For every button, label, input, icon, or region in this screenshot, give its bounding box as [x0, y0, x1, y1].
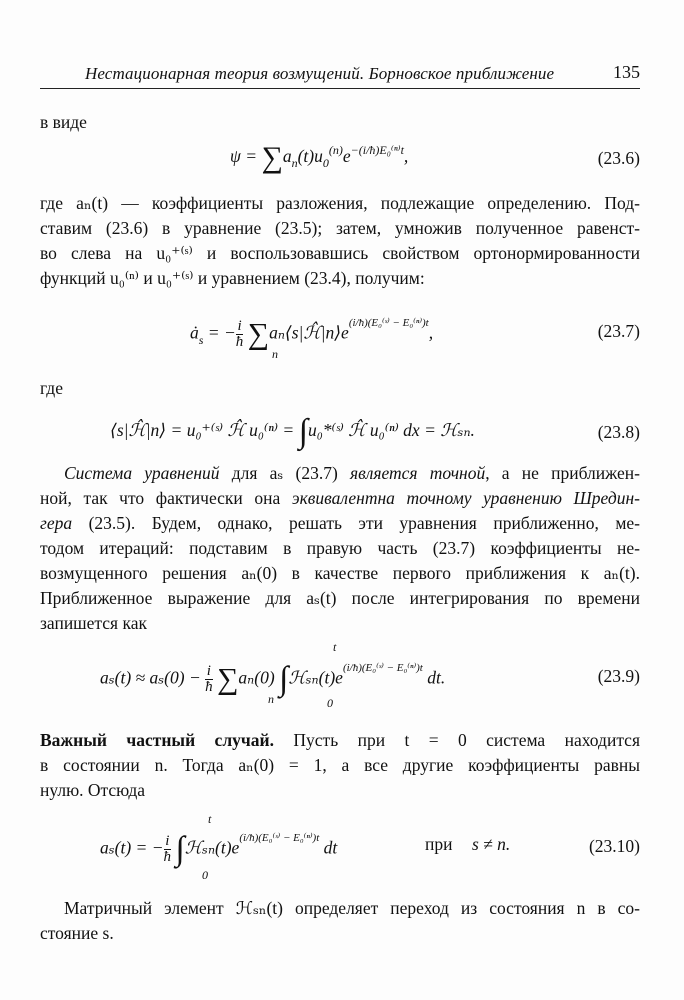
fraction: $\frac{i}{ħ}$ [235, 318, 244, 350]
paragraph-line [40, 463, 640, 484]
sum-sign: ∑ [217, 662, 239, 696]
integral-upper-limit: t [333, 640, 337, 654]
equation-23-9: aₛ(t) ≈ aₛ(0) − $\frac{i}{ħ}$ ∑aₙ(0) $\int ℋ_{sn}(t)e^{(i/ħ)(E_0^(ˢ^) - E_0^{(n)})t}$ dt. n t 0 (23.9) [100, 640, 640, 710]
integral-sign: ∫ [279, 660, 289, 698]
page-number: 135 [613, 62, 640, 82]
paragraph-line [40, 513, 640, 534]
text-run: запишется как [40, 613, 147, 633]
equation-number: (23.9) [597, 666, 640, 686]
integral-sign: ∫ [175, 830, 185, 868]
fraction: $\frac{i}{ħ}$ [205, 663, 213, 695]
paragraph-line: Матричный элемент ℋₛₙ(t) определяет переход из состояния n в со- [64, 898, 640, 918]
sum-sign: ∑ [261, 140, 283, 174]
emphasis-text: Система уравнений [64, 463, 220, 483]
emphasis-text: гера [40, 513, 73, 533]
running-title: Нестационарная теория возмущений. Борновское приближение [85, 64, 555, 83]
eq-23-7-exponent: (i/ħ)(E₀⁽ˢ⁾ − E₀⁽ⁿ⁾)t [348, 316, 429, 329]
where-text: где [40, 378, 63, 398]
fraction: $\frac{i}{ħ}$ [163, 833, 172, 865]
condition: s ≠ n. [472, 834, 511, 854]
emphasis-text: эквивалентна точному уравнению Шредин- [291, 488, 640, 508]
paragraph-line [40, 563, 640, 584]
integral-upper-limit: t [208, 812, 212, 826]
condition-word: при [425, 834, 453, 854]
paragraph-line [40, 538, 640, 559]
equation-23-6: $\psi = \sum a_n(t)u_0^{(n)}e^{-(i/ħ)E_0^{(n)}t}$, (23.6) [230, 140, 640, 174]
sum-index: n [272, 347, 278, 361]
text-run: тодом итераций: подставим в правую часть (23.7) коэффициенты не- [40, 538, 640, 558]
paragraph-line: во слева на u₀⁺⁽ˢ⁾ и воспользовавшись свойством ортонормированности [40, 243, 640, 263]
sum-index: n [268, 692, 274, 706]
text-run: возмущенного решения aₙ(0) в качестве первого приближения к aₙ(t). [40, 563, 640, 583]
equation-23-7: $ȧ_s$ = − $\frac{i}{ħ}$ $\sum a_n⟨s|ℋ̂|n⟩e^{(i/ħ)(E_0^(ˢ^) - E_0^{(n)})t}$, n (23.7) [190, 316, 640, 361]
paragraph-line: в состоянии n. Тогда aₙ(0) = 1, а все другие коэффициенты равны [40, 755, 640, 775]
integral-lower-limit: 0 [202, 868, 208, 882]
paragraph-line [40, 613, 640, 634]
paragraph-line: стояние s. [40, 923, 114, 943]
running-head [40, 62, 640, 89]
eq-23-10-exponent: (i/ħ)(E₀⁽ˢ⁾ − E₀⁽ⁿ⁾)t [239, 831, 320, 844]
equation-number: (23.8) [597, 422, 640, 442]
eq-23-6-term: a [282, 146, 292, 166]
paragraph-line: Важный частный случай. Пусть при t = 0 система находится [40, 730, 640, 750]
equation-number: (23.6) [597, 148, 640, 168]
eq-23-9-exponent: (i/ħ)(E₀⁽ˢ⁾ − E₀⁽ⁿ⁾)t [342, 661, 423, 674]
paragraph-line: нулю. Отсюда [40, 780, 146, 800]
paragraph-line: ставим (23.6) в уравнение (23.5); затем, умножив полученное равенст- [40, 218, 640, 238]
equation-number: (23.7) [597, 321, 640, 341]
paragraph-line [40, 588, 640, 609]
intro-text: в виде [40, 112, 87, 132]
text-run: (23.5). Будем, однако, решать эти уравнения приближенно, ме- [72, 513, 640, 533]
equation-23-8: ⟨s|ℋ̂|n⟩ = u₀⁺⁽ˢ⁾ ℋ̂ u₀⁽ⁿ⁾ = ∫u₀*⁽ˢ⁾ ℋ̂ u₀⁽ⁿ⁾ dx = ℋₛₙ. (23.8) [110, 412, 640, 450]
equation-number: (23.10) [588, 836, 640, 856]
sum-sign: ∑ [247, 317, 270, 351]
text-run: Приближенное выражение для aₛ(t) после интегрирования по времени [40, 588, 640, 608]
text-run: , а не приближен- [485, 463, 640, 483]
integral-lower-limit: 0 [327, 696, 333, 710]
paragraph-line: где aₙ(t) — коэффициенты разложения, подлежащие определению. Под- [40, 193, 640, 213]
integral-sign: ∫ [298, 412, 308, 450]
text-run: для aₛ (23.7) [219, 463, 350, 483]
special-case-heading: Важный частный случай. [40, 730, 274, 750]
paragraph-line [40, 488, 640, 509]
paragraph-line: функций u₀⁽ⁿ⁾ и u₀⁺⁽ˢ⁾ и уравнением (23.4), получим: [40, 268, 425, 288]
eq-23-6-lhs: ψ = [230, 146, 262, 166]
eq-23-6-exponent: −(i/ħ)E₀⁽ⁿ⁾t [350, 143, 404, 157]
emphasis-text: является точной [349, 463, 486, 483]
text-run: ной, так что фактически она [40, 488, 292, 508]
equation-23-10: aₛ(t) = − $\frac{i}{ħ}$ $\int ℋ_{sn}(t)e^{(i/ħ)(E_0^(ˢ^) - E_0^{(n)})t}$ dt при s ≠ n. t 0 (23.10) [100, 812, 640, 882]
